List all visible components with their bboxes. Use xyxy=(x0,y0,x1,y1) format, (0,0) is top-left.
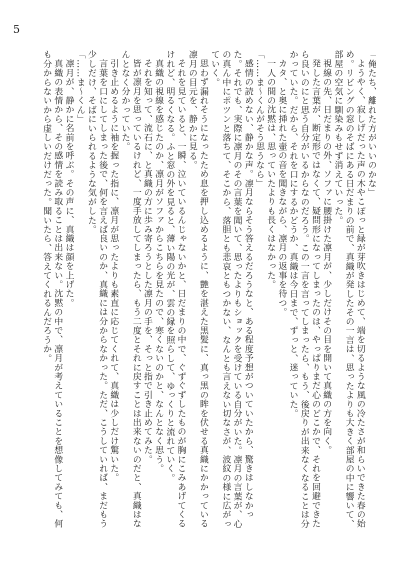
paragraph: カタ、と奥に挿れた壷の音を聞きながら、凛月の返事を待つ。 xyxy=(276,58,287,317)
paragraph: 引き止めるように袖を握った指に、凛月が思ったよりも素直に応じてくれて、真織は少しだけ驚いた。 xyxy=(108,58,119,482)
paragraph: 皆が凛月を思っているけれど、一度手放してしまったら、もう二度とそれに戻すことは出来ないのだと、真織はなんとなく分かっていた。 xyxy=(119,50,141,528)
paragraph: 「俺たち、離れた方がいいのかな」 xyxy=(366,50,376,198)
paragraph: 感情の読めない、静かな声。凛月ならそう答えるだろうなと、ある程度予想がついていたから、驚きはしなかった。それでも、実際に凛月のその言葉を聞いて、思ったよりもショックを受けている自分がいた。凛月の言葉が、心の真ん中にポツンと落ちて、そこから、落胆とも悲哀ともつかない、なんとも言えない切なさが、波紋の様に広がっていく。 xyxy=(209,50,253,529)
paragraph: 「……ま～くん」 xyxy=(74,50,85,124)
vertical-body-text xyxy=(24,50,376,533)
paragraph: 一人の間の沈黙は、思っていたよりも長くはなかった。 xyxy=(265,58,276,289)
paragraph: 発した言葉が、断定形ではなくて、疑問形になってしまったのは、やっぱりまだ心のどこかで、それを回避できたら良いのにと思う自分がいるからなのだろう。この一言を言ってしまったら、もう、後戻りが出来なくなることは分かっていた。だから、それを口にするかどうか、真織は今日まで、ずっと、迷っていた。 xyxy=(287,50,320,529)
paragraph: ようやく、寂しげだった声の木やこぽっと緑が芽吹きはじめて、端を切るような風の冷たさが和らいできた春の始め。リビングの窓のそばにある日だまりの前で、真織が発したその一言は、思ったよりも大きく部屋の中に響いて、部屋の空気に馴染みもせず消えていった。 xyxy=(332,50,365,529)
paragraph: 言葉を口にしてしまった後で、何を言えば良いのか、真織には分からなかった。ただ、こうしていれば、まだもう少しだけ、そばにいられるような気がした。 xyxy=(85,50,108,528)
paragraph: それを知って、流石に、と真織の方に歩み寄ろうとした凛月の手を、そっと指で引き止めてみた。 xyxy=(141,58,152,464)
paragraph: 思わず漏れそうになったため息を押し込めるように、艶を湛えた黒髪に、真っ黒の眸を伏せる真織にかかっている凛月の目元を、静かに見る。 xyxy=(186,50,208,528)
paragraph: 真織の視線を感じたのか、凛月がソファからこちらを見たので、寒くないのかと、なんとなく思う。 xyxy=(153,58,164,473)
paragraph: 「……ま～くんがそう思うなら」 xyxy=(253,50,264,188)
paragraph: 凛月が、静かに名前を呼ぶ。その声に、真織は顔を上げた。 xyxy=(63,58,74,308)
paragraph: それを見ていると、一瞬、泣いているんじゃないかと、日だまりの中で、ぐずぐずしたものが胸にこみあげてくるけれど、明るくなる。ふと窓の外を見ると、薄い陽の光が、雲の縁を照らして、ゆっくりと流れていく。 xyxy=(164,50,186,528)
page-number: 5 xyxy=(13,23,20,36)
paragraph: 真織の表情から、その感情を読み取ることは出来ない。沈黙の中で、凛月が考えていることを想像してみても、何も分からないから虚しいだけだった。聞いたら、答えてくれるんだろうか。 xyxy=(41,50,63,528)
paragraph: 視線の先、日だまりの外、ソファに腰掛けた凛月が、少しだけその目を開いて真織の方を向く。 xyxy=(321,58,332,455)
